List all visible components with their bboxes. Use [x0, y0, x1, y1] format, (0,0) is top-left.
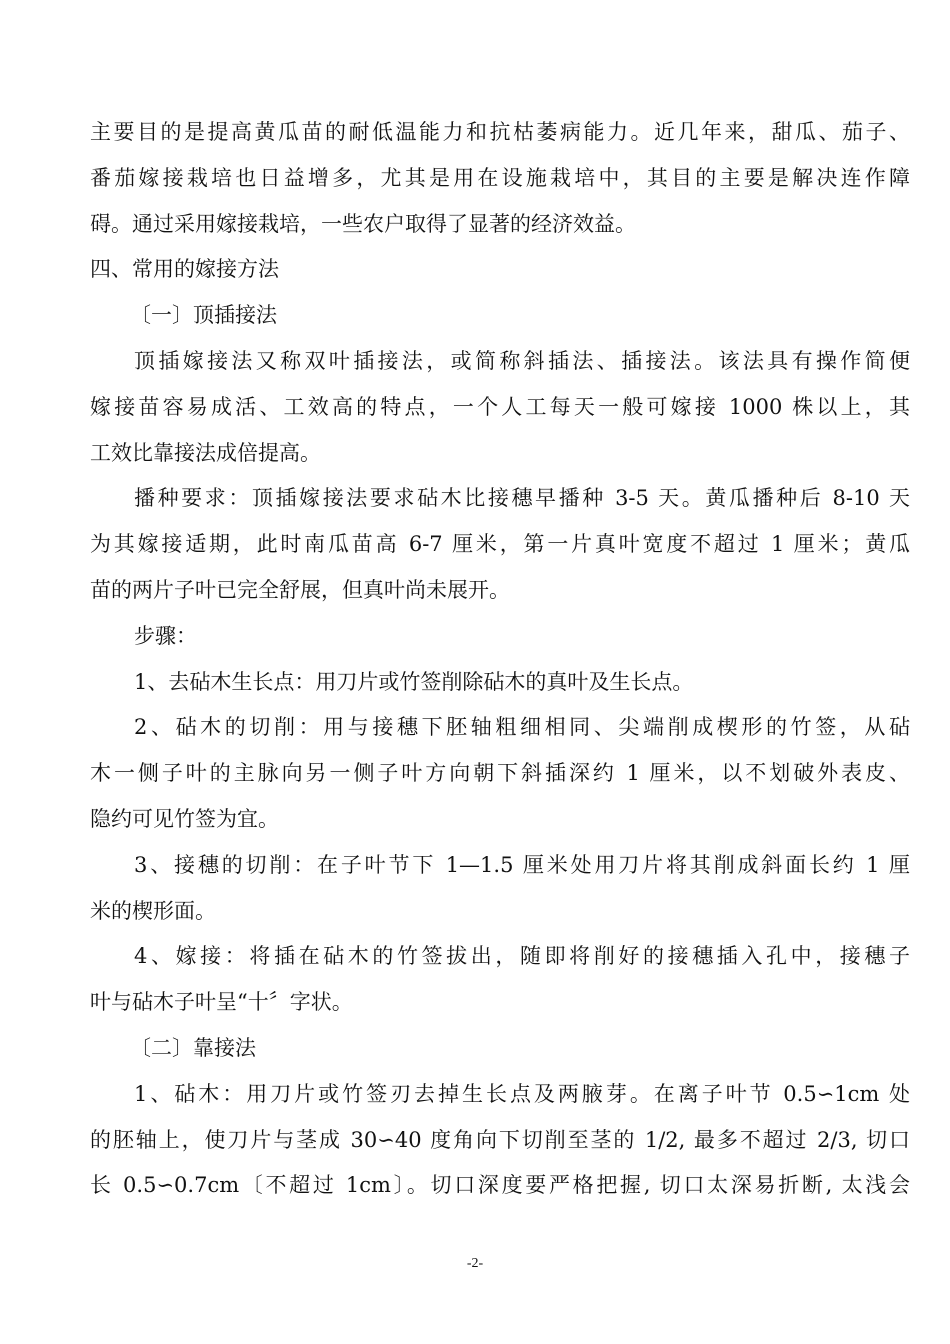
text-line: 顶插嫁接法又称双叶插接法，或简称斜插法、插接法。该法具有操作简便	[134, 348, 910, 373]
text-line: 长 0.5∽0.7cm〔不超过 1cm〕。切口深度要严格把握, 切口太深易折断, 太浅会	[90, 1173, 910, 1198]
text-line: 米的楔形面。	[90, 898, 216, 923]
text-line: 播种要求：顶插嫁接法要求砧木比接穗早播种 3-5 天。黄瓜播种后 8-10 天	[134, 486, 910, 511]
text-line: 的胚轴上，使刀片与茎成 30∽40 度角向下切削至茎的 1/2, 最多不超过 2/3, 切口	[90, 1127, 910, 1152]
text-line: 嫁接苗容易成活、工效高的特点，一个人工每天一般可嫁接 1000 株以上，其	[90, 394, 910, 419]
text-line: 苗的两片子叶已完全舒展，但真叶尚未展开。	[90, 577, 510, 602]
subsection-heading: 〔二〕靠接法	[130, 1035, 256, 1060]
text-line: 为其嫁接适期，此时南瓜苗高 6-7 厘米，第一片真叶宽度不超过 1 厘米；黄瓜	[90, 532, 910, 557]
subsection-heading: 〔一〕顶插接法	[130, 303, 277, 328]
text-line: 步骤：	[134, 623, 197, 648]
text-line: 叶与砧木子叶呈“十〞字状。	[90, 990, 353, 1015]
text-line: 3、接穗的切削：在子叶节下 1—1.5 厘米处用刀片将其削成斜面长约 1 厘	[134, 852, 910, 877]
text-line: 4、嫁接：将插在砧木的竹签拔出，随即将削好的接穗插入孔中，接穗子	[134, 944, 910, 969]
text-line: 碍。通过采用嫁接栽培，一些农户取得了显著的经济效益。	[90, 211, 636, 236]
text-line: 工效比靠接法成倍提高。	[90, 440, 321, 465]
text-line: 1、砧木：用刀片或竹签刃去掉生长点及两腋芽。在离子叶节 0.5∽1cm 处	[134, 1081, 910, 1106]
text-line: 番茄嫁接栽培也日益增多，尤其是用在设施栽培中，其目的主要是解决连作障	[90, 165, 910, 190]
body-text	[90, 110, 910, 1209]
text-line: 木一侧子叶的主脉向另一侧子叶方向朝下斜插深约 1 厘米，以不划破外表皮、	[90, 761, 910, 786]
page-number: -2-	[466, 1256, 484, 1271]
text-line: 主要目的是提高黄瓜苗的耐低温能力和抗枯萎病能力。近几年来，甜瓜、茄子、	[90, 120, 910, 144]
text-line: 1、去砧木生长点：用刀片或竹签削除砧木的真叶及生长点。	[134, 669, 694, 694]
text-line: 2、砧木的切削：用与接穗下胚轴粗细相同、尖端削成楔形的竹签，从砧	[134, 715, 910, 740]
section-heading: 四、常用的嫁接方法	[90, 257, 279, 282]
text-line: 隐约可见竹签为宜。	[90, 806, 279, 831]
